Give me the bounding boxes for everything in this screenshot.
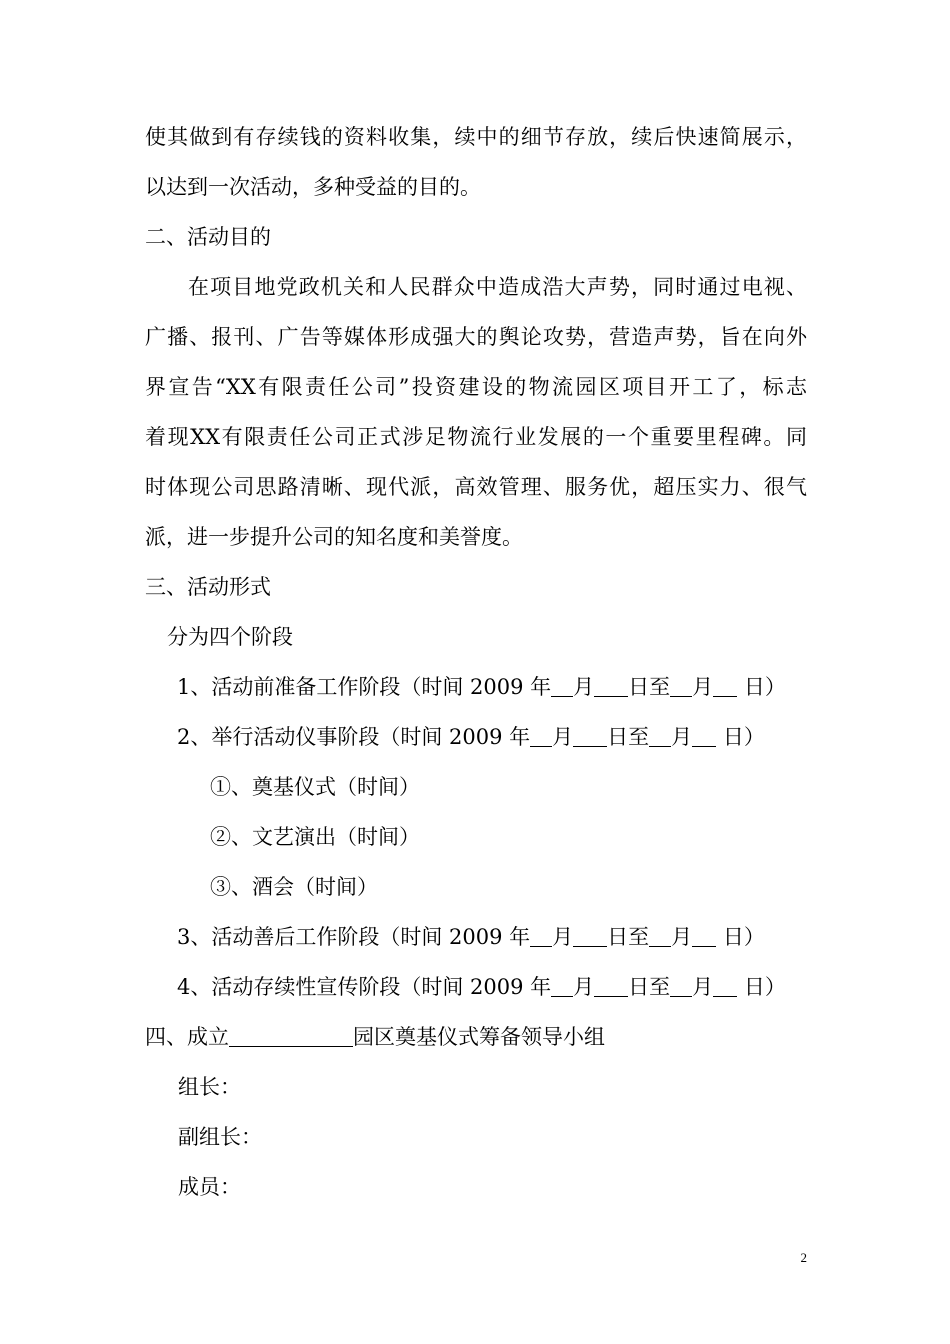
body-text-line: 派，进一步提升公司的知名度和美誉度。 — [145, 525, 523, 549]
body-text-line: 使其做到有存续钱的资料收集，续中的细节存放，续后快速简展示， — [145, 125, 807, 149]
stage-item-4: 4、活动存续性宣传阶段（时间 2009 年 月 日至 月 日） — [177, 975, 786, 999]
blank-underline — [229, 1026, 353, 1047]
body-text-line: 在项目地党政机关和人民群众中造成浩大声势，同时通过电视、 — [188, 275, 807, 299]
body-text-line: 着现XX有限责任公司正式涉足物流行业发展的一个重要里程碑。同 — [145, 425, 807, 449]
committee-deputy: 副组长： — [178, 1125, 262, 1149]
stage-item-3: 3、活动善后工作阶段（时间 2009 年 月 日至 月 日） — [177, 925, 765, 949]
stage-intro: 分为四个阶段 — [167, 625, 293, 649]
sub-item-performance: ②、文艺演出（时间） — [210, 825, 420, 849]
body-text-line: 时体现公司思路清晰、现代派，高效管理、服务优，超压实力、很气 — [145, 475, 807, 499]
body-text-line: 界宣告“XX有限责任公司”投资建设的物流园区项目开工了，标志 — [145, 375, 807, 399]
stage-item-2: 2、举行活动仪事阶段（时间 2009 年 月 日至 月 日） — [177, 725, 765, 749]
page-number: 2 — [800, 1250, 807, 1265]
body-text-line: 广播、报刊、广告等媒体形成强大的舆论攻势，营造声势，旨在向外 — [145, 325, 807, 349]
committee-members: 成员： — [178, 1175, 241, 1199]
sub-item-reception: ③、酒会（时间） — [210, 875, 378, 899]
sub-item-groundbreaking: ①、奠基仪式（时间） — [210, 775, 420, 799]
committee-leader: 组长： — [178, 1075, 241, 1099]
section-heading-purpose: 二、活动目的 — [145, 225, 271, 249]
section-heading-format: 三、活动形式 — [145, 575, 271, 599]
stage-item-1: 1、活动前准备工作阶段（时间 2009 年 月 日至 月 日） — [177, 675, 786, 699]
body-text-line: 以达到一次活动，多种受益的目的。 — [145, 175, 481, 199]
section-heading-committee: 四、成立 园区奠基仪式筹备领导小组 — [145, 1025, 605, 1049]
